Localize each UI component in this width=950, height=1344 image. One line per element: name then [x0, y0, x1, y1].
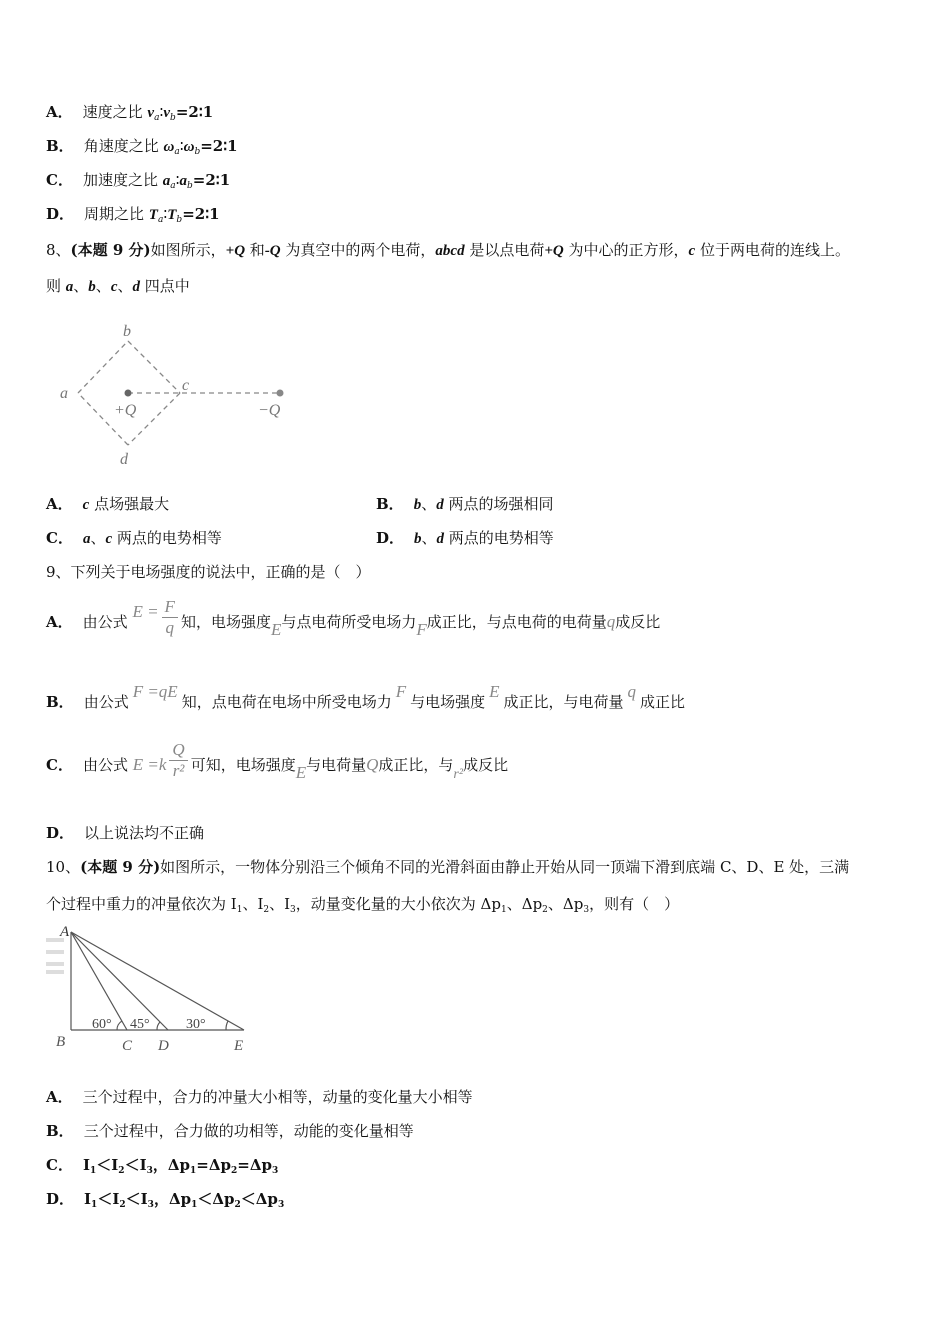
scan-artifact — [46, 962, 64, 966]
q8-option-b: B． b、d 两点的场强相同 — [376, 495, 554, 513]
q8-charge-diagram — [50, 318, 300, 470]
angle-label-30: 30° — [186, 1017, 206, 1032]
q9-option-b: B． 由公式F =qE知，点电荷在电场中所受电场力F与电场强度E成正比，与电荷量q成正比 — [46, 682, 686, 711]
angle-arc-30 — [226, 1021, 228, 1030]
q7-option-b: B． 角速度之比 $\omega_a∶\omega_b=2∶1$ — [46, 137, 238, 157]
angle-arc-45 — [157, 1022, 160, 1030]
label-B: B — [56, 1034, 66, 1050]
incline-ad — [71, 932, 168, 1030]
q9-option-d: D． 以上说法均不正确 — [46, 824, 205, 842]
q8-option-d: D． b、d 两点的电势相等 — [376, 529, 554, 547]
negative-charge-dot — [277, 390, 284, 397]
label-D: D — [158, 1038, 169, 1054]
q10-option-c: C． $I_1<I_2<I_3$，$\Delta p_1=\Delta p_2=\Delta p_3$ — [46, 1156, 279, 1176]
scan-artifact — [46, 950, 64, 954]
q7-option-d: D． 周期之比 $T_a∶T_b=2∶1$ — [46, 205, 220, 225]
positive-charge-dot — [125, 390, 132, 397]
q9-option-c: C． 由公式 E =k $\frac{Q}{\text{r²}}$ 可知，电场强度E与电荷量Q成正比，与r²成反比 — [46, 740, 509, 782]
q10-incline-diagram — [44, 920, 259, 1055]
label-c: c — [182, 377, 190, 394]
q10-option-b: B． 三个过程中，合力做的功相等，动能的变化量相等 — [46, 1122, 414, 1140]
q8-stem-line2: 则 a、b、c、d 四点中 — [46, 277, 190, 295]
square-edge-da — [78, 393, 128, 445]
square-edge-ab — [78, 341, 128, 393]
square-edge-bc — [128, 341, 180, 393]
angle-label-45: 45° — [130, 1017, 150, 1032]
incline-ac — [71, 932, 127, 1030]
q9-stem: 9、下列关于电场强度的说法中，正确的是（ ） — [46, 563, 371, 581]
incline-ae — [71, 932, 244, 1030]
q8-stem-line1: 8、(本题 9 分)如图所示，+Q 和-Q 为真空中的两个电荷，abcd 是以点电荷+Q 为中心的正方形，c 位于两电荷的连线上。 — [46, 241, 850, 259]
square-edge-cd — [128, 393, 180, 445]
label-A: A — [60, 924, 70, 940]
q10-option-d: D． $I_1<I_2<I_3$，$\Delta p_1<\Delta p_2<\Delta p_3$ — [46, 1190, 285, 1210]
label-minus-q: −Q — [258, 402, 281, 419]
label-C: C — [122, 1038, 133, 1054]
q10-stem-line2: 个过程中重力的冲量依次为 $I_1$、$I_2$、$I_3$，动量变化量的大小依次为 $\Delta p_1$、$\Delta p_2$、$\Delta p_3$，则有（ ） — [46, 895, 680, 915]
angle-arc-60 — [117, 1021, 122, 1030]
label-b: b — [123, 323, 131, 340]
q8-option-c: C． a、c 两点的电势相等 — [46, 529, 222, 547]
q10-option-a: A． 三个过程中，合力的冲量大小相等，动量的变化量大小相等 — [46, 1088, 473, 1106]
q10-stem-line1: 10、(本题 9 分)如图所示，一物体分别沿三个倾角不同的光滑斜面由静止开始从同一顶端下滑到底端 C、D、E 处，三满 — [46, 858, 850, 876]
label-plus-q: +Q — [114, 402, 137, 419]
label-a: a — [60, 385, 68, 402]
angle-label-60: 60° — [92, 1017, 112, 1032]
q7-option-a: A． 速度之比 $v_a∶v_b=2∶1$ — [46, 103, 214, 123]
q7-option-c: C． 加速度之比 $a_a∶a_b=2∶1$ — [46, 171, 231, 191]
q8-option-a: A． c 点场强最大 — [46, 495, 170, 513]
label-d: d — [120, 451, 128, 468]
scan-artifact — [46, 970, 64, 974]
q9-option-a: A． 由公式 E = $\frac{F}{q}$ 知，电场强度E与点电荷所受电场力F成正比，与点电荷的电荷量q成反比 — [46, 597, 661, 639]
label-E: E — [234, 1038, 244, 1054]
